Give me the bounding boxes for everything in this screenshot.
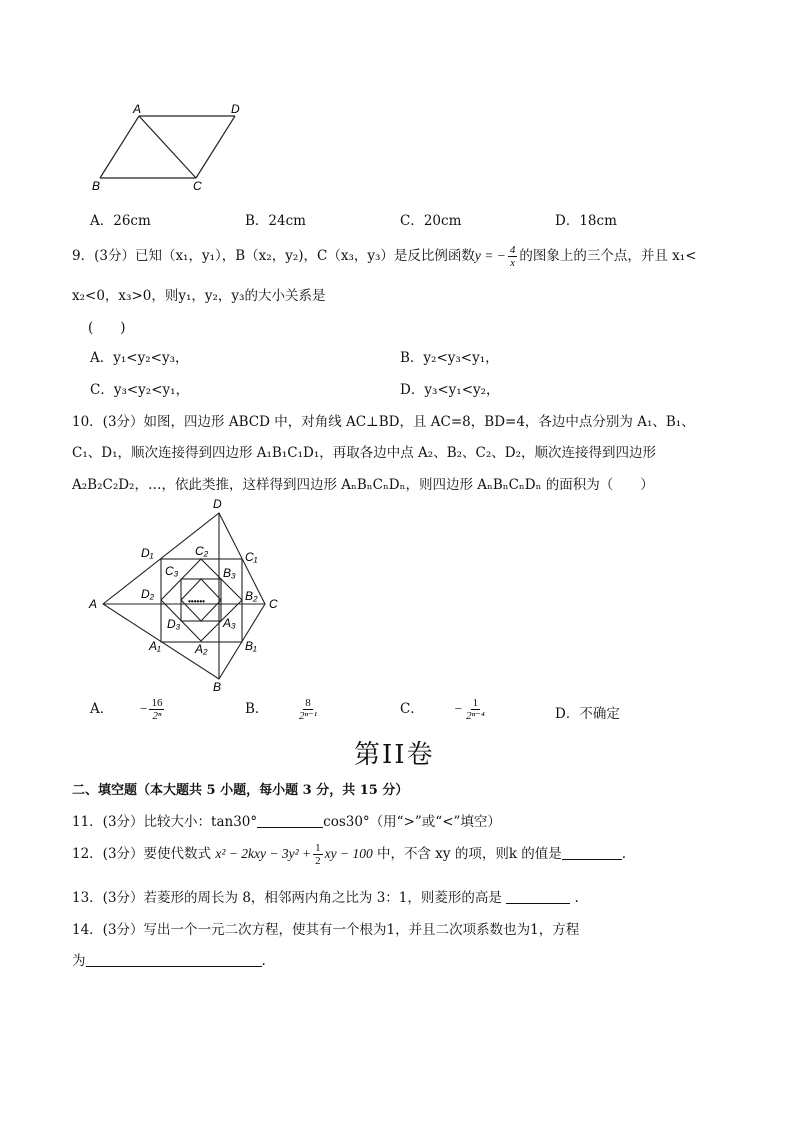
q10-option-c-fraction <box>464 697 487 722</box>
q10-label-a1: A₁ <box>149 639 161 653</box>
q10-label-a3: A₃ <box>223 616 236 630</box>
q12-expr-b: xy − 100 <box>324 846 373 861</box>
q8-option-a: A．26cm <box>90 213 151 229</box>
q12-frac-den: 2 <box>315 855 321 867</box>
q10-option-b-den: 2ⁿ⁻¹ <box>299 710 318 722</box>
q10-label-d: D <box>213 497 222 511</box>
q9-stem-line1 <box>72 244 697 269</box>
q10-option-a-fraction <box>149 697 164 722</box>
q10-stem-line3: A₂B₂C₂D₂，…，依此类推，这样得到四边形 AₙBₙCₙDₙ，则四边形 AₙBₙCₙDₙ 的面积为（ ） <box>72 477 654 493</box>
q10-stem-line2: C₁、D₁，顺次连接得到四边形 A₁B₁C₁D₁，再取各边中点 A₂、B₂、C₂、D₂，顺次连接得到四边形 <box>72 445 656 461</box>
q9-stem-suffix: 的图象上的三个点，并且 x₁< <box>519 248 697 264</box>
q8-edge-ab <box>100 116 139 178</box>
q10-label-a2: A₂ <box>195 642 208 656</box>
q9-option-a: A．y₁<y₂<y₃， <box>90 350 189 366</box>
q10-label-c2: C₂ <box>195 544 209 558</box>
part2-title: 第II卷 <box>354 740 435 770</box>
q9-option-b: B．y₂<y₃<y₁， <box>400 350 499 366</box>
q9-func-lhs: y = − <box>474 248 506 263</box>
q9-stem-prefix: 9．(3分）已知（x₁，y₁），B（x₂，y₂)，C（x₃，y₃）是反比例函数 <box>72 248 475 264</box>
q10-option-c-den: 2ⁿ⁻⁴ <box>466 710 485 722</box>
q10-option-a-den: 2ⁿ <box>152 710 162 722</box>
q8-label-b: B <box>92 179 101 193</box>
q9-func-num: 4 <box>509 244 516 256</box>
q9-stem-line2: x₂<0，x₃>0，则y₁，y₂，y₃的大小关系是 <box>72 288 326 304</box>
q8-edge-dc <box>196 116 235 178</box>
q14-answer-blank[interactable] <box>86 952 262 967</box>
q10-option-c-num: 1 <box>472 697 479 709</box>
q10-option-c <box>400 697 489 722</box>
q8-option-d: D．18cm <box>555 213 617 229</box>
q10-quad-abcd <box>103 513 265 679</box>
q10-label-b2: B₂ <box>245 589 258 603</box>
q10-label-c: C <box>269 597 278 611</box>
q12-line <box>72 842 626 867</box>
q10-option-c-sign: − <box>454 701 463 716</box>
q13-end: . <box>574 890 579 906</box>
q10-label-c3: C₃ <box>165 564 179 578</box>
q11-suffix: cos30°（用“>”或“<”填空） <box>323 814 501 830</box>
q9-func-fraction <box>508 244 518 269</box>
q14-end: . <box>261 953 266 969</box>
q12-prefix: 12．(3分）要使代数式 <box>72 846 212 862</box>
q9-option-c: C．y₃<y₂<y₁， <box>90 382 190 398</box>
q12-suffix: 中，不含 xy 的项，则k 的值是 <box>377 846 562 862</box>
q14-prefix: 为 <box>72 953 86 969</box>
q10-option-a <box>90 697 166 722</box>
q10-option-a-sign: − <box>139 701 148 716</box>
q12-answer-blank[interactable] <box>562 845 622 860</box>
q10-option-b-num: 8 <box>305 697 311 709</box>
q13-answer-blank[interactable] <box>506 889 570 904</box>
q13-line <box>72 886 579 906</box>
q13-prefix: 13．(3分）若菱形的周长为 8，相邻两内角之比为 3：1，则菱形的高是 <box>72 890 502 906</box>
q11-line <box>72 810 501 830</box>
q10-option-a-label: A． <box>90 701 114 717</box>
q10-quadrilateral-figure <box>85 495 290 695</box>
q10-center-dots: •••••• <box>188 597 205 606</box>
q12-frac-num: 1 <box>315 842 321 854</box>
q10-label-b1: B₁ <box>245 639 257 653</box>
q10-stem-line1: 10．(3分）如图，四边形 ABCD 中，对角线 AC⊥BD，且 AC=8，BD=4，各边中点分别为 A₁、B₁、 <box>72 414 695 430</box>
q8-parallelogram-figure <box>85 98 255 196</box>
q14-line2 <box>72 949 266 969</box>
q10-option-c-label: C． <box>400 701 424 717</box>
q10-label-d3: D₃ <box>167 617 181 631</box>
q10-option-a-num: 16 <box>151 697 163 709</box>
q10-option-b-label: B． <box>245 701 269 717</box>
q9-func-den: x <box>510 257 516 269</box>
q10-option-d-text: 不确定 <box>579 706 620 722</box>
section-fill-in-header: 二、填空题（本大题共 5 小题，每小题 3 分，共 15 分） <box>72 783 409 798</box>
q8-label-a: A <box>133 102 142 116</box>
q10-label-d1: D₁ <box>141 546 154 560</box>
q8-option-c: C．20cm <box>400 213 462 229</box>
q12-expr-a: x² − 2kxy − 3y² + <box>215 846 312 861</box>
q14-line1: 14．(3分）写出一个一元二次方程，使其有一个根为1，并且二次项系数也为1，方程 <box>72 922 580 938</box>
q12-fraction <box>313 842 323 867</box>
q10-label-b3: B₃ <box>223 566 236 580</box>
q11-answer-blank[interactable] <box>257 813 323 828</box>
q8-label-c: C <box>193 179 202 193</box>
q10-option-b-fraction <box>297 697 319 722</box>
q9-option-d: D．y₃<y₁<y₂， <box>400 382 500 398</box>
q10-label-b: B <box>213 680 222 694</box>
q10-option-d <box>555 702 620 722</box>
q10-label-d2: D₂ <box>141 587 155 601</box>
q11-prefix: 11．(3分）比较大小：tan30° <box>72 814 258 830</box>
q8-label-d: D <box>231 102 240 116</box>
q10-option-d-label: D． <box>555 706 580 722</box>
q8-diagonal-ac <box>139 116 196 178</box>
q10-label-c1: C₁ <box>245 550 258 564</box>
q8-option-b: B．24cm <box>245 213 306 229</box>
q9-answer-paren: ( ) <box>88 320 126 336</box>
q10-label-a: A <box>89 597 98 611</box>
q10-option-b <box>245 697 321 722</box>
q12-end: . <box>621 846 627 862</box>
